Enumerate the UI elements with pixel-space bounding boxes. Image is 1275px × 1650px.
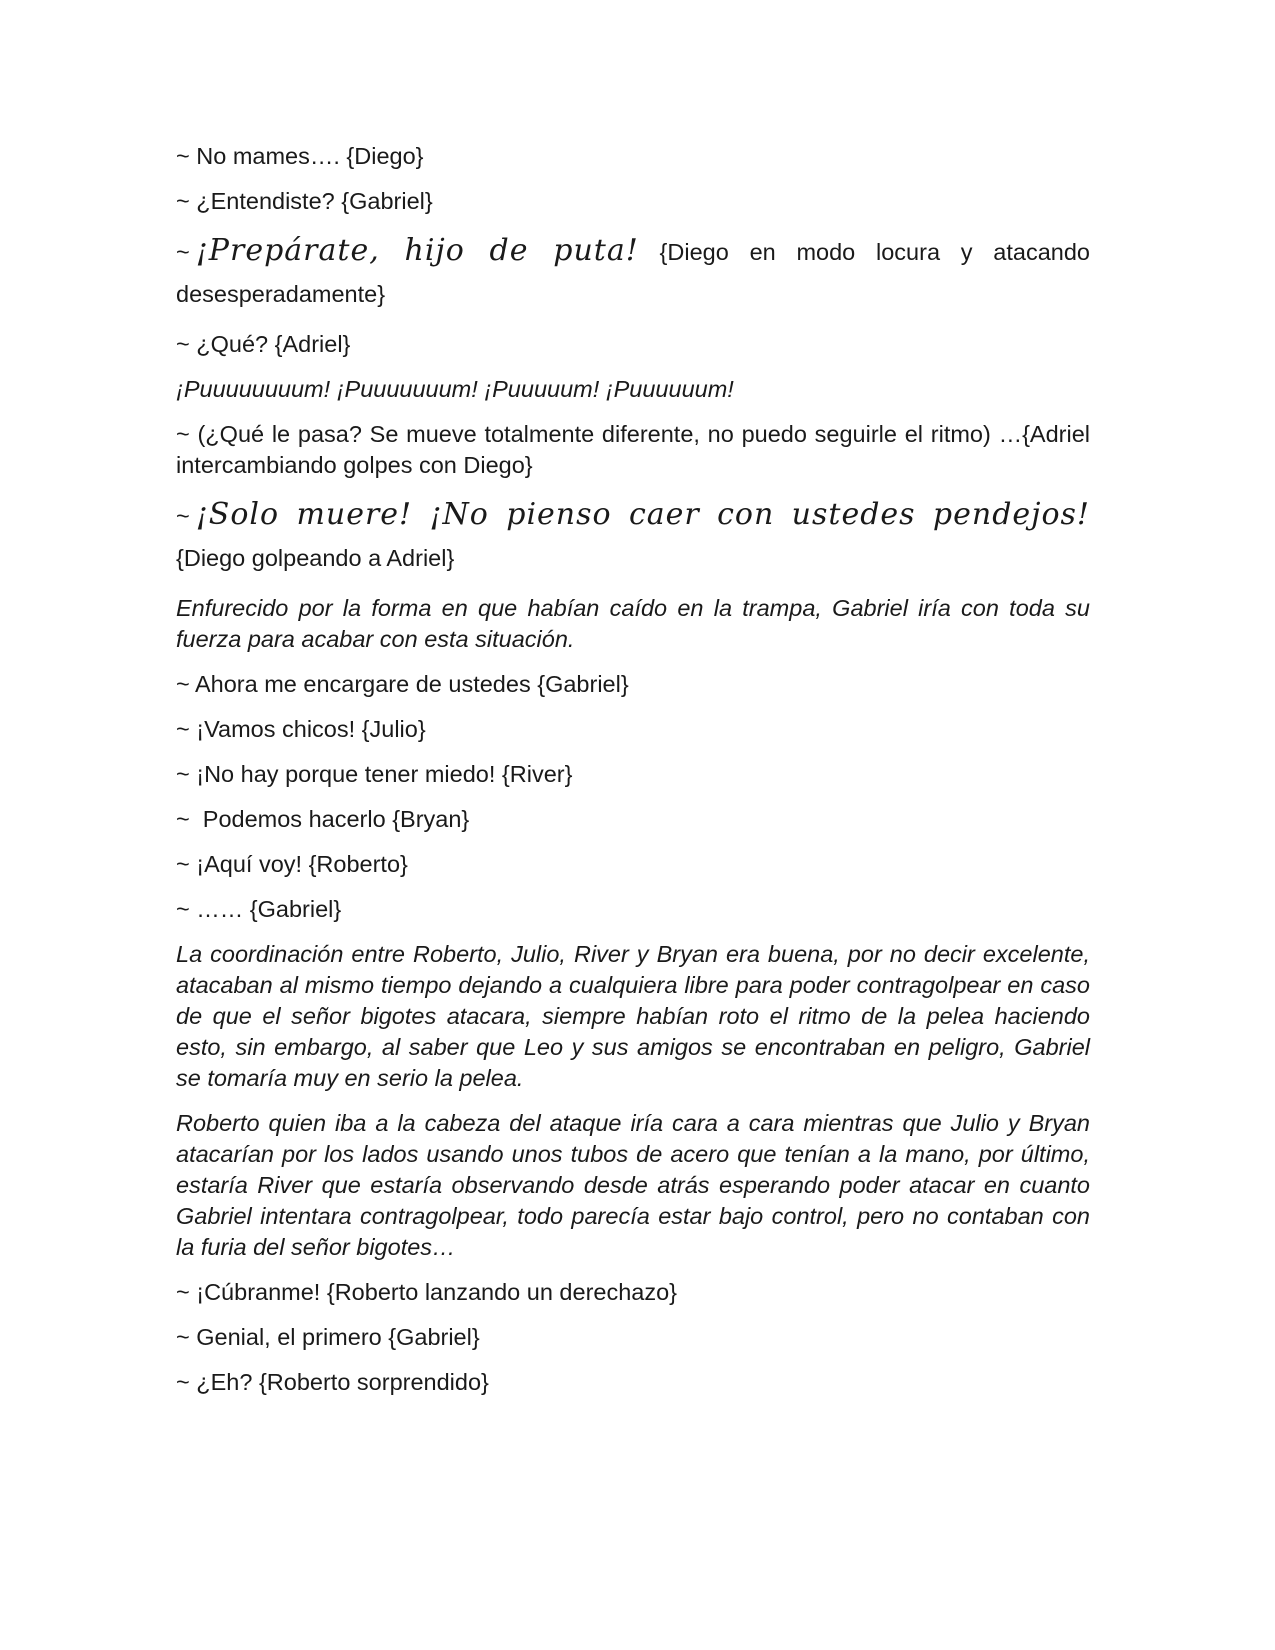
dialogue-line: ~ ¿Qué? {Adriel} [176, 331, 351, 357]
tilde-prefix: ~ [176, 503, 190, 529]
stage-direction: {Diego en modo locura y atacando desesperadamente} [176, 239, 1090, 307]
dialogue-line: ~ Genial, el primero {Gabriel} [176, 1324, 480, 1350]
sound-effect-line: ¡Puuuuuuuum! ¡Puuuuuuum! ¡Puuuuum! ¡Puuuuuum! [176, 376, 734, 402]
dialogue-line: ~ ¿Eh? {Roberto sorprendido} [176, 1369, 489, 1395]
document-body [176, 141, 1090, 1412]
dialogue-line: ~ No mames…. {Diego} [176, 143, 424, 169]
dialogue-line: ~ ¿Entendiste? {Gabriel} [176, 188, 433, 214]
dialogue-line: ~ …… {Gabriel} [176, 896, 342, 922]
dialogue-line: ~ Ahora me encargare de ustedes {Gabriel} [176, 671, 629, 697]
tilde-prefix: ~ [176, 239, 190, 265]
narration-paragraph: Enfurecido por la forma en que habían caído en la trampa, Gabriel iría con toda su fuerza para acabar con esta situación. [176, 595, 1090, 652]
dialogue-line: ~ ¡Aquí voy! {Roberto} [176, 851, 408, 877]
dialogue-line: ~ (¿Qué le pasa? Se mueve totalmente diferente, no puedo seguirle el ritmo) …{Adriel intercambiando golpes con Diego} [176, 421, 1090, 478]
dialogue-line: ~ ¡Vamos chicos! {Julio} [176, 716, 426, 742]
narration-paragraph: La coordinación entre Roberto, Julio, River y Bryan era buena, por no decir excelente, atacaban al mismo tiempo dejando a cualquiera libre para poder contragolpear en caso de que el señor bigotes atacara, siempre habían roto el ritmo de la pelea haciendo esto, sin embargo, al saber que Leo y sus amigos se encontraban en peligro, Gabriel se tomaría muy en serio la pelea. [176, 941, 1090, 1091]
dialogue-line-shout [176, 495, 1090, 579]
dialogue-line: ~ ¡No hay porque tener miedo! {River} [176, 761, 573, 787]
dialogue-line: ~ ¡Cúbranme! {Roberto lanzando un derechazo} [176, 1279, 678, 1305]
dialogue-line: ~ Podemos hacerlo {Bryan} [176, 806, 470, 832]
shout-text: ¡Prepárate, hijo de puta! [195, 233, 639, 268]
stage-direction: {Diego golpeando a Adriel} [176, 545, 455, 571]
shout-text: ¡Solo muere! ¡No pienso caer con ustedes pendejos! [195, 497, 1090, 532]
narration-paragraph: Roberto quien iba a la cabeza del ataque iría cara a cara mientras que Julio y Bryan atacarían por los lados usando unos tubos de acero que tenían a la mano, por último, estaría River que estaría observando desde atrás esperando poder atacar en cuanto Gabriel intentara contragolpear, todo parecía estar bajo control, pero no contaban con la furia del señor bigotes… [176, 1110, 1090, 1260]
dialogue-line-shout [176, 231, 1090, 315]
